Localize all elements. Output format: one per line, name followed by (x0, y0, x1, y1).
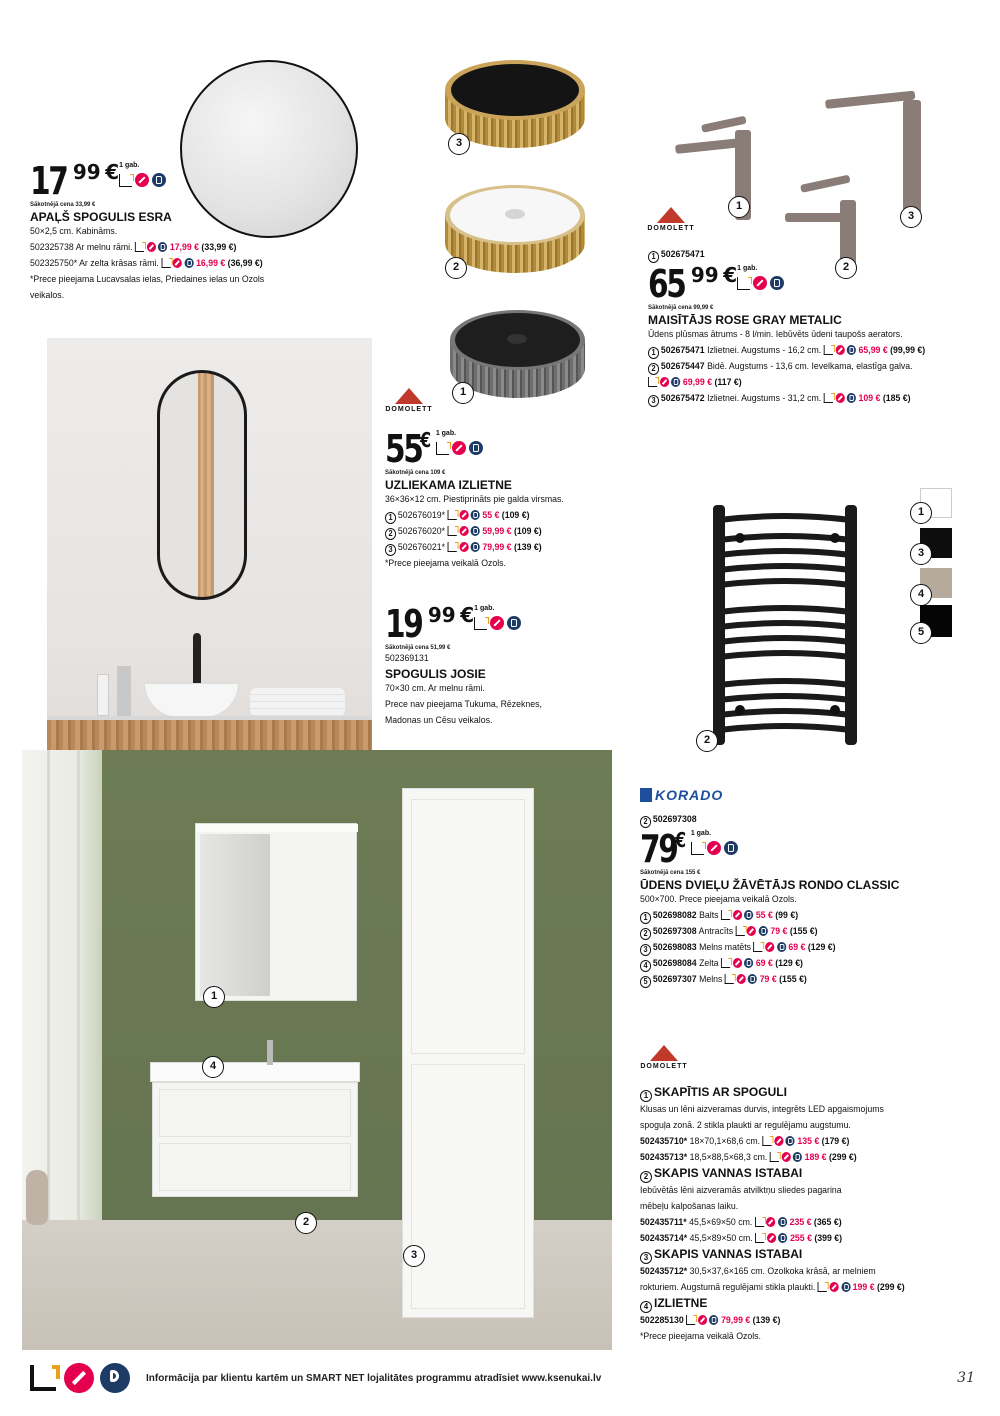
furniture-badge-1: 1 (203, 986, 225, 1008)
item-title: 4 IZLIETNE (640, 1296, 990, 1313)
item-desc (640, 1313, 962, 1345)
variant-color: Antracīts (698, 926, 734, 937)
loyalty-icon (100, 1363, 130, 1393)
variant-line (648, 391, 965, 407)
variant-line (648, 359, 965, 375)
rail-bar (719, 623, 851, 627)
smart-net-icon (490, 616, 504, 630)
vanity-faucet (267, 1040, 273, 1065)
variant-line (30, 256, 306, 272)
variant-text: Izlietnei. Augstums - 31,2 cm. (707, 393, 822, 404)
desc-line: Prece nav pieejama Tukuma, Rēzeknes, (385, 699, 542, 710)
domolett-roof-icon (650, 1045, 678, 1061)
variant-code: 502675471 (660, 345, 705, 356)
loyalty-icon (847, 345, 856, 355)
variant-code: 502697307 (652, 974, 697, 985)
card-icon (762, 1136, 771, 1146)
card-icon (770, 1152, 779, 1162)
rail-bar (719, 608, 851, 612)
variant-line (640, 924, 953, 940)
num-circle: 3 (640, 944, 651, 956)
num-circle: 3 (385, 544, 396, 556)
faucet-badge-1: 1 (728, 196, 750, 218)
tall-cabinet (402, 788, 534, 1318)
footer (30, 1360, 975, 1396)
variant-text: 502325750* Ar zelta krāsas rāmi. (30, 258, 159, 269)
ref-code-line (648, 247, 965, 263)
variant-line: 502435712* 30,5×37,6×165 cm. Ozolkoka krāsā, ar melniem (640, 1266, 876, 1277)
price-main: 55 (385, 427, 422, 471)
original-price: Sākotnējā cena 33,99 € (30, 202, 96, 208)
card-icon (736, 926, 745, 936)
loyalty-icon (671, 377, 680, 387)
note-line: veikalos. (30, 290, 65, 301)
num-circle: 2 (640, 816, 651, 828)
card-icon (755, 1217, 764, 1227)
bathroom-photo-oval-mirror (47, 338, 372, 775)
loyalty-icon (778, 1217, 787, 1227)
vase (26, 1170, 48, 1225)
rail-bar (719, 696, 851, 700)
smart-net-icon (459, 510, 468, 520)
variant-code: 502698082 (652, 910, 697, 921)
note-line: *Prece pieejama veikalā Ozols. (640, 1331, 761, 1342)
product-title: ŪDENS DVIEĻU ŽĀVĒTĀJS RONDO CLASSIC (640, 878, 900, 892)
card-icon (161, 258, 170, 268)
product-code: 502369131 (385, 653, 429, 664)
sale-price: 16,99 € (196, 258, 226, 269)
orig-price: (99,99 €) (890, 345, 926, 356)
num-circle: 2 (385, 528, 396, 540)
desc-line: Ūdens plūsmas ātrums - 8 l/min. Iebūvēts ūdeni taupošs aerators. (648, 329, 903, 340)
variant-line: 502435713* 18,5×88,5×68,3 cm. 189 € (299 €) (640, 1152, 857, 1163)
price-block (30, 159, 330, 203)
quantity-label: 1 gab. (435, 430, 457, 437)
variant-line (648, 343, 965, 359)
smart-net-icon (781, 1152, 790, 1162)
domolett-roof-icon (657, 207, 685, 223)
price-cents: 99 (72, 160, 101, 184)
orig-price: (117 €) (714, 377, 742, 388)
desc-line: 36×36×12 cm. Piestiprināts pie galda virsmas. (385, 494, 564, 505)
faucet-tall-spout (825, 91, 915, 109)
variant-text: 502325738 Ar melnu rāmi. (30, 242, 133, 253)
sink-bowl-gold-white (445, 185, 585, 275)
variant-line (385, 524, 606, 540)
faucet-bidet-lever (800, 175, 851, 193)
loyalty-icon (152, 173, 166, 187)
variant-line (385, 540, 606, 556)
item-desc: Klusas un lēni aizveramas durvis, integrēts LED apgaismojums spoguļa zonā. 2 stikla plaukti ar regulējamu augstumu. 502435710* 18×70,1×68,6 cm. 135 € (179 €) 502435713* 18,5×88,5×68,3 cm. 189 € (299 €) (640, 1102, 962, 1166)
product-desc (648, 327, 965, 407)
product-title: APAĻŠ SPOGULIS ESRA (30, 210, 172, 224)
desc-line: 500×700. Prece pieejama veikalā Ozols. (640, 894, 797, 905)
loyalty-icon (786, 1136, 795, 1146)
card-icon (648, 377, 657, 387)
brand-logo-domolett (385, 388, 433, 413)
smart-net-icon (135, 173, 149, 187)
card-icons (436, 441, 483, 455)
loyalty-icon (184, 258, 193, 268)
price-cents: 99 (690, 263, 719, 287)
card-icon (824, 393, 833, 403)
item-title: 1 SKAPĪTIS AR SPOGULI (640, 1085, 990, 1102)
loyalty-icon (847, 393, 856, 403)
product-desc (385, 492, 606, 572)
smart-net-icon (736, 974, 745, 984)
sale-price: 65,99 € (858, 345, 888, 356)
furniture-badge-4: 4 (202, 1056, 224, 1078)
towel-rail-badge-2: 2 (696, 730, 718, 752)
product-title: MAISĪTĀJS ROSE GRAY METALIC (648, 313, 842, 327)
smart-net-icon (835, 393, 844, 403)
item-desc (640, 1264, 962, 1296)
loyalty-icon (158, 242, 167, 252)
orig-price: (139 €) (513, 542, 542, 553)
loyalty-icon (724, 841, 738, 855)
card-icon (824, 345, 833, 355)
product-faucet (648, 247, 993, 407)
brand-logo-korado (640, 787, 723, 803)
sink-badge-3: 3 (448, 133, 470, 155)
variant-code: 502675472 (660, 393, 705, 404)
smart-net-icon (459, 526, 468, 536)
original-price: Sākotnējā cena 155 € (640, 870, 701, 876)
item-title: 2 SKAPIS VANNAS ISTABAI (640, 1166, 990, 1183)
smart-net-icon (733, 910, 742, 920)
price-main: 79 (640, 827, 677, 871)
loyalty-icon (793, 1152, 802, 1162)
card-icons (119, 173, 166, 187)
quantity-label: 1 gab. (737, 265, 758, 272)
faucet-small-spout (675, 138, 740, 154)
original-price: Sākotnējā cena 51,99 € (385, 645, 451, 651)
orig-price: (129 €) (775, 958, 803, 969)
rail-bar (719, 726, 851, 730)
original-price: Sākotnējā cena 109 € (385, 470, 446, 476)
desc-line: 70×30 cm. Ar melnu rāmi. (385, 683, 485, 694)
variant-code: 502698084 (652, 958, 697, 969)
footer-info-text: Informācija par klientu kartēm un SMART NET lojalitātes programmu atradīsiet www.ksenukai.lv (146, 1372, 602, 1384)
price-block (640, 827, 980, 871)
smart-net-icon (766, 1217, 775, 1227)
card-icon (135, 242, 144, 252)
brand-logo-domolett (647, 207, 695, 232)
card-icon (737, 277, 750, 290)
bathroom-photo-furniture (22, 750, 612, 1350)
card-icons (474, 616, 521, 630)
sale-price: 69,99 € (682, 377, 713, 388)
note-line: *Prece pieejama Lucavsalas ielas, Priedaines ielas un Ozols (30, 274, 265, 285)
num-circle: 2 (648, 363, 659, 375)
euro-sign: € (723, 263, 738, 287)
price-main: 65 (648, 262, 685, 306)
brand-logo-domolett (640, 1045, 688, 1070)
loyalty-icon (469, 441, 483, 455)
towel-rail-image (705, 500, 865, 750)
swatch-badge: 5 (910, 622, 932, 644)
variant-line (30, 240, 306, 256)
orig-price: (155 €) (789, 926, 818, 937)
ref-code-line (640, 812, 953, 828)
faucet-bidet-spout (785, 213, 845, 222)
card-icons (737, 276, 784, 290)
window-light (22, 750, 102, 1230)
variant-line (640, 956, 953, 972)
price-block (385, 427, 625, 471)
card-icon (447, 542, 456, 552)
product-furniture (640, 1083, 990, 1345)
towels (250, 688, 345, 716)
rail-bar (719, 653, 851, 657)
num-circle: 4 (640, 960, 651, 972)
note-line: *Prece pieejama veikalā Ozols. (385, 558, 506, 569)
orig-price: (155 €) (779, 974, 807, 985)
card-icon (686, 1315, 695, 1325)
variant-line (640, 940, 953, 956)
product-sink (385, 427, 625, 572)
card-icon (447, 526, 456, 536)
brand-name: DOMOLETT (385, 406, 433, 413)
product-desc (30, 224, 306, 304)
vessel-sink (144, 683, 239, 718)
quantity-label: 1 gab. (690, 830, 712, 837)
card-icon (30, 1365, 56, 1391)
product-desc (385, 681, 606, 729)
brand-name: DOMOLETT (640, 1063, 688, 1070)
card-icon (447, 510, 456, 520)
smart-net-icon (753, 276, 767, 290)
sale-price: 79,99 € (482, 542, 512, 553)
sale-price: 59,99 € (482, 526, 512, 537)
ref-code: 502697308 (652, 814, 697, 825)
faucet-badge-3: 3 (900, 206, 922, 228)
swatch-badge: 4 (910, 584, 932, 606)
sale-price: 55 € (755, 910, 773, 921)
price-cents: 99 (427, 603, 456, 627)
loyalty-icon (471, 542, 480, 552)
variant-line: 502285130 79,99 € (139 €) (640, 1315, 781, 1326)
euro-sign: € (419, 428, 432, 452)
sale-price: 69 € (788, 942, 806, 953)
num-circle: 2 (640, 928, 651, 940)
num-circle: 1 (640, 912, 651, 924)
product-title: SPOGULIS JOSIE (385, 667, 486, 681)
loyalty-icon (744, 910, 753, 920)
card-icon (725, 974, 734, 984)
card-icon (436, 442, 449, 455)
variant-line: 502435711* 45,5×69×50 cm. 235 € (365 €) (640, 1217, 842, 1228)
faucet-black (193, 633, 201, 688)
vanity-sink (150, 1062, 360, 1082)
num-circle: 5 (640, 976, 651, 988)
card-icon (755, 1233, 764, 1243)
orig-price: (109 €) (513, 526, 542, 537)
loyalty-icon (471, 526, 480, 536)
rail-bar (719, 566, 851, 570)
smart-net-icon (660, 377, 669, 387)
variant-code: 502676021* (397, 542, 446, 553)
price-main: 17 (30, 159, 67, 203)
orig-price: (33,99 €) (201, 242, 237, 253)
rail-bar (719, 581, 851, 585)
bottles (97, 666, 137, 716)
variant-line: 502435714* 45,5×89×50 cm. 255 € (399 €) (640, 1233, 843, 1244)
loyalty-icon (709, 1315, 718, 1325)
loyalty-icon (748, 974, 757, 984)
euro-sign: € (460, 603, 475, 627)
furniture-badge-3: 3 (403, 1245, 425, 1267)
variant-line: rokturiem. Augstumā regulējami stikla plaukti. 199 € (299 €) (640, 1282, 905, 1293)
furniture-badge-2: 2 (295, 1212, 317, 1234)
loyalty-icon (507, 616, 521, 630)
variant-color: Melns (699, 974, 723, 985)
variant-code: 502698083 (652, 942, 697, 953)
smart-net-icon (452, 441, 466, 455)
variant-code: 502676020* (397, 526, 446, 537)
sale-price: 109 € (858, 393, 881, 404)
rail-bar (719, 551, 851, 555)
smart-net-icon (64, 1363, 94, 1393)
desc-line: 50×2,5 cm. Kabināms. (30, 226, 118, 237)
page-number: 31 (957, 1370, 975, 1386)
product-title: UZLIEKAMA IZLIETNE (385, 478, 512, 492)
rail-bar (719, 516, 851, 520)
smart-net-icon (747, 926, 756, 936)
product-towel-rail (640, 812, 980, 988)
smart-net-icon (459, 542, 468, 552)
loyalty-icon (770, 276, 784, 290)
euro-sign: € (674, 828, 687, 852)
card-icon (721, 958, 730, 968)
product-desc (640, 892, 953, 988)
euro-sign: € (105, 160, 120, 184)
variant-text: Izlietnei. Augstums - 16,2 cm. (707, 345, 822, 356)
product-mirror-esra (30, 159, 330, 304)
orig-price: (36,99 €) (227, 258, 263, 269)
card-icon (119, 174, 132, 187)
rail-bar (719, 638, 851, 642)
num-circle: 3 (648, 395, 659, 407)
num-circle: 1 (648, 251, 659, 263)
loyalty-icon (744, 958, 753, 968)
num-circle: 1 (385, 512, 396, 524)
num-circle: 3 (640, 1252, 652, 1264)
smart-net-icon (829, 1282, 838, 1292)
card-icon (753, 942, 762, 952)
smart-net-icon (774, 1136, 783, 1146)
num-circle: 1 (640, 1090, 652, 1102)
card-icon (691, 842, 704, 855)
smart-net-icon (707, 841, 721, 855)
variant-text: Bidē. Augstums - 13,6 cm. Ievelkama, elastīga galva. (707, 361, 913, 372)
original-price: Sākotnējā cena 99,99 € (648, 305, 714, 311)
sink-badge-1: 1 (452, 382, 474, 404)
rail-bar (719, 681, 851, 685)
variant-color: Zelta (699, 958, 719, 969)
item-title: 3 SKAPIS VANNAS ISTABAI (640, 1247, 990, 1264)
card-icon (474, 617, 487, 630)
orig-price: (109 €) (501, 510, 530, 521)
variant-code: 502697308 (652, 926, 697, 937)
swatch-badge: 1 (910, 502, 932, 524)
sale-price: 79 € (770, 926, 788, 937)
smart-net-icon (767, 1233, 776, 1243)
sink-badge-2: 2 (445, 257, 467, 279)
product-mirror-josie (385, 602, 625, 729)
card-icon (721, 910, 730, 920)
variant-line (640, 908, 953, 924)
mirror-cabinet (195, 823, 357, 1001)
price-block (385, 602, 625, 646)
smart-net-icon (173, 258, 182, 268)
variant-color: Balts (699, 910, 719, 921)
variant-line: 502435710* 18×70,1×68,6 cm. 135 € (179 €) (640, 1136, 850, 1147)
orig-price: (129 €) (807, 942, 836, 953)
desc-line: Madonas un Cēsu veikalos. (385, 715, 493, 726)
faucet-badge-2: 2 (835, 257, 857, 279)
domolett-roof-icon (395, 388, 423, 404)
brand-name: KORADO (655, 787, 724, 803)
ref-code: 502675471 (660, 249, 705, 260)
quantity-label: 1 gab. (474, 605, 495, 612)
oval-mirror-image (157, 370, 247, 600)
card-icons (691, 841, 738, 855)
num-circle: 1 (648, 347, 659, 359)
smart-net-icon (698, 1315, 707, 1325)
loyalty-icon (471, 510, 480, 520)
sale-price: 17,99 € (169, 242, 200, 253)
price-block (648, 262, 993, 306)
brand-name: DOMOLETT (647, 225, 695, 232)
variant-color: Melns matēts (699, 942, 752, 953)
price-main: 19 (385, 602, 422, 646)
vanity-cabinet (152, 1082, 358, 1197)
item-desc: Iebūvētās lēni aizveramās atvilktņu sliedes pagarina mēbeļu kalpošanas laiku. 502435711* 45,5×69×50 cm. 235 € (365 €) 502435714* 45,5×89×50 cm. 255 € (399 €) (640, 1183, 962, 1247)
swatch-badge: 3 (910, 543, 932, 565)
loyalty-icon (777, 942, 786, 952)
variant-line (385, 508, 606, 524)
orig-price: (185 €) (882, 393, 911, 404)
orig-price: (99 €) (775, 910, 799, 921)
smart-net-icon (733, 958, 742, 968)
sale-price: 55 € (482, 510, 500, 521)
variant-line (640, 972, 953, 988)
smart-net-icon (835, 345, 844, 355)
quantity-label: 1 gab. (119, 162, 140, 169)
korado-mark-icon (640, 788, 652, 802)
smart-net-icon (765, 942, 774, 952)
loyalty-icon (759, 926, 768, 936)
faucet-tall-body (903, 100, 921, 215)
num-circle: 4 (640, 1301, 652, 1313)
smart-net-icon (147, 242, 156, 252)
num-circle: 2 (640, 1171, 652, 1183)
variant-code: 502675447 (660, 361, 705, 372)
card-icon (818, 1282, 827, 1292)
loyalty-icon (778, 1233, 787, 1243)
sale-price: 79 € (759, 974, 777, 985)
sale-price: 69 € (755, 958, 773, 969)
loyalty-icon (841, 1282, 850, 1292)
variant-line (648, 375, 965, 391)
variant-code: 502676019* (397, 510, 446, 521)
